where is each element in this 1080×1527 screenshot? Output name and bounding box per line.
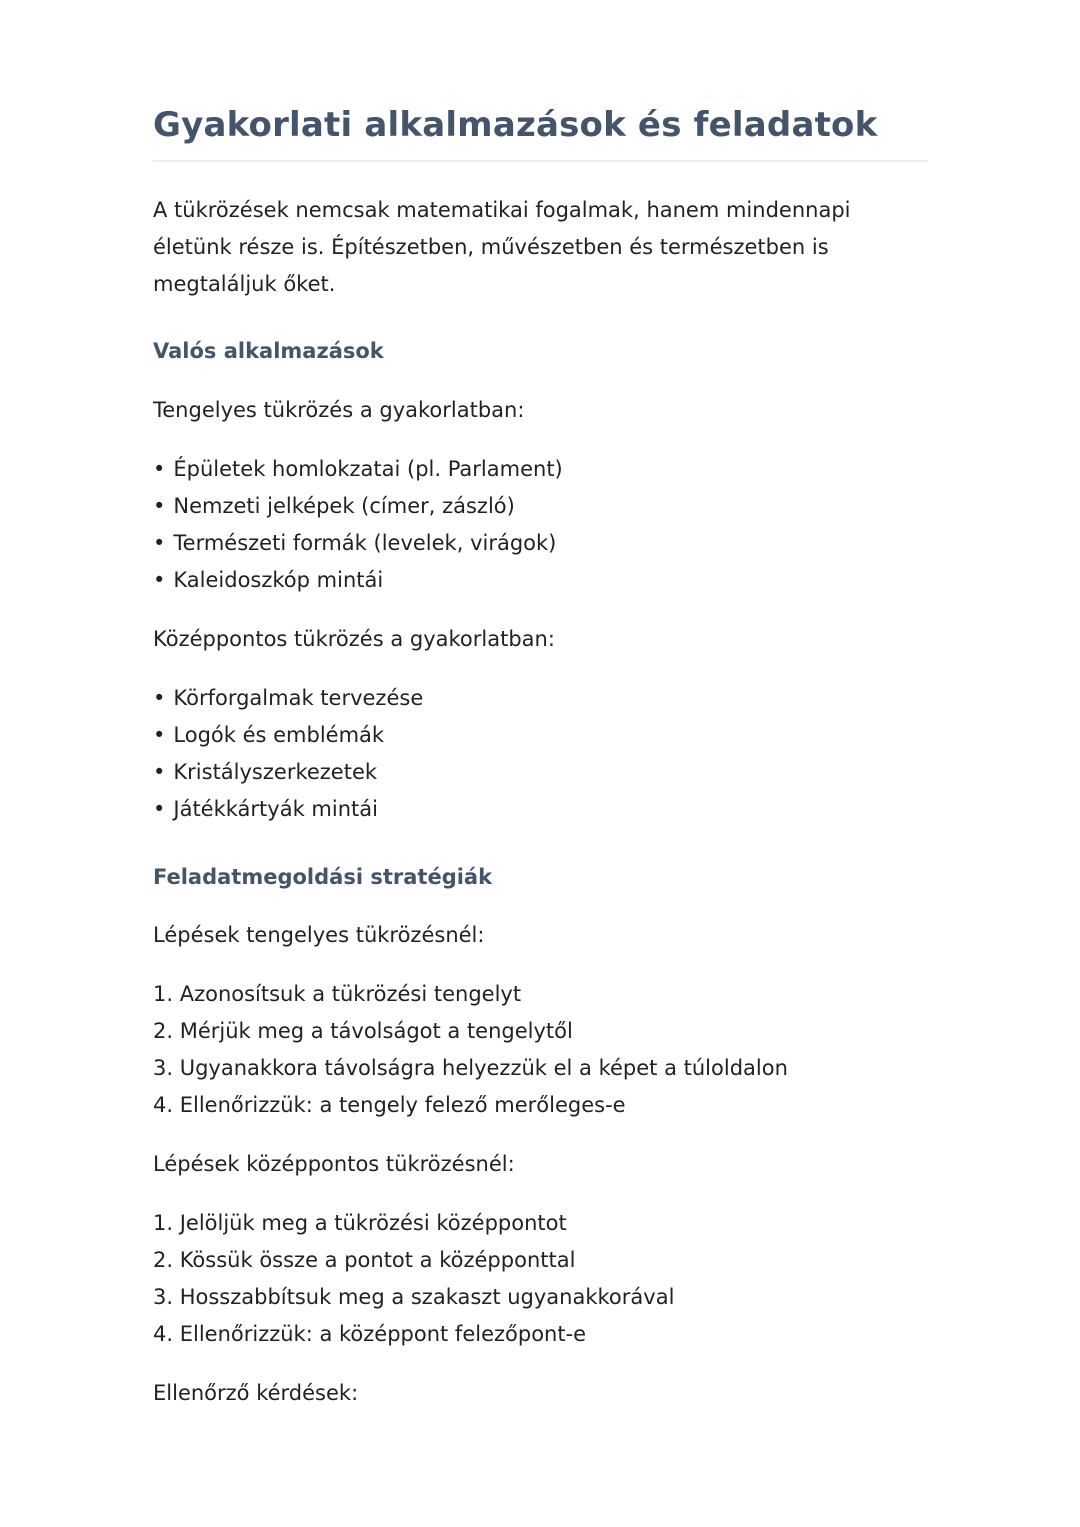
block-label-central-steps: Lépések középpontos tükrözésnél: <box>153 1152 515 1176</box>
list-item: 1. Jelöljük meg a tükrözési középpontot <box>153 1211 567 1235</box>
block-label-axial-practice: Tengelyes tükrözés a gyakorlatban: <box>153 398 525 422</box>
block-label-central-practice: Középpontos tükrözés a gyakorlatban: <box>153 627 555 651</box>
list-item: 3. Hosszabbítsuk meg a szakaszt ugyanakkorával <box>153 1285 675 1309</box>
central-steps-list <box>153 1205 928 1353</box>
title-divider <box>153 160 928 162</box>
list-item: 3. Ugyanakkora távolságra helyezzük el a képet a túloldalon <box>153 1056 788 1080</box>
list-item: • Kaleidoszkóp mintái <box>153 562 928 599</box>
section-heading-applications: Valós alkalmazások <box>153 339 384 363</box>
intro-paragraph: A tükrözések nemcsak matematikai fogalmak, hanem mindennapi életünk része is. Építészetben, művészetben és természetben is megtaláljuk őket. <box>153 198 851 296</box>
axial-applications-list <box>153 451 928 599</box>
list-item: 2. Kössük össze a pontot a középponttal <box>153 1248 576 1272</box>
list-item: 2. Mérjük meg a távolságot a tengelytől <box>153 1019 573 1043</box>
document-page <box>153 100 928 1412</box>
list-item: 4. Ellenőrizzük: a tengely felező merőleges-e <box>153 1093 626 1117</box>
axial-steps-list <box>153 976 928 1124</box>
list-item: • Természeti formák (levelek, virágok) <box>153 525 928 562</box>
list-item: • Kristályszerkezetek <box>153 754 928 791</box>
list-item: • Logók és emblémák <box>153 717 928 754</box>
list-item: • Épületek homlokzatai (pl. Parlament) <box>153 451 928 488</box>
page-title: Gyakorlati alkalmazások és feladatok <box>153 105 878 145</box>
list-item: • Körforgalmak tervezése <box>153 680 928 717</box>
list-item: 4. Ellenőrizzük: a középpont felezőpont-e <box>153 1322 587 1346</box>
check-questions-label: Ellenőrző kérdések: <box>153 1381 359 1405</box>
list-item: • Játékkártyák mintái <box>153 791 928 828</box>
list-item: • Nemzeti jelképek (címer, zászló) <box>153 488 928 525</box>
list-item: 1. Azonosítsuk a tükrözési tengelyt <box>153 982 522 1006</box>
central-applications-list <box>153 680 928 828</box>
section-heading-strategies: Feladatmegoldási stratégiák <box>153 865 493 889</box>
block-label-axial-steps: Lépések tengelyes tükrözésnél: <box>153 923 485 947</box>
